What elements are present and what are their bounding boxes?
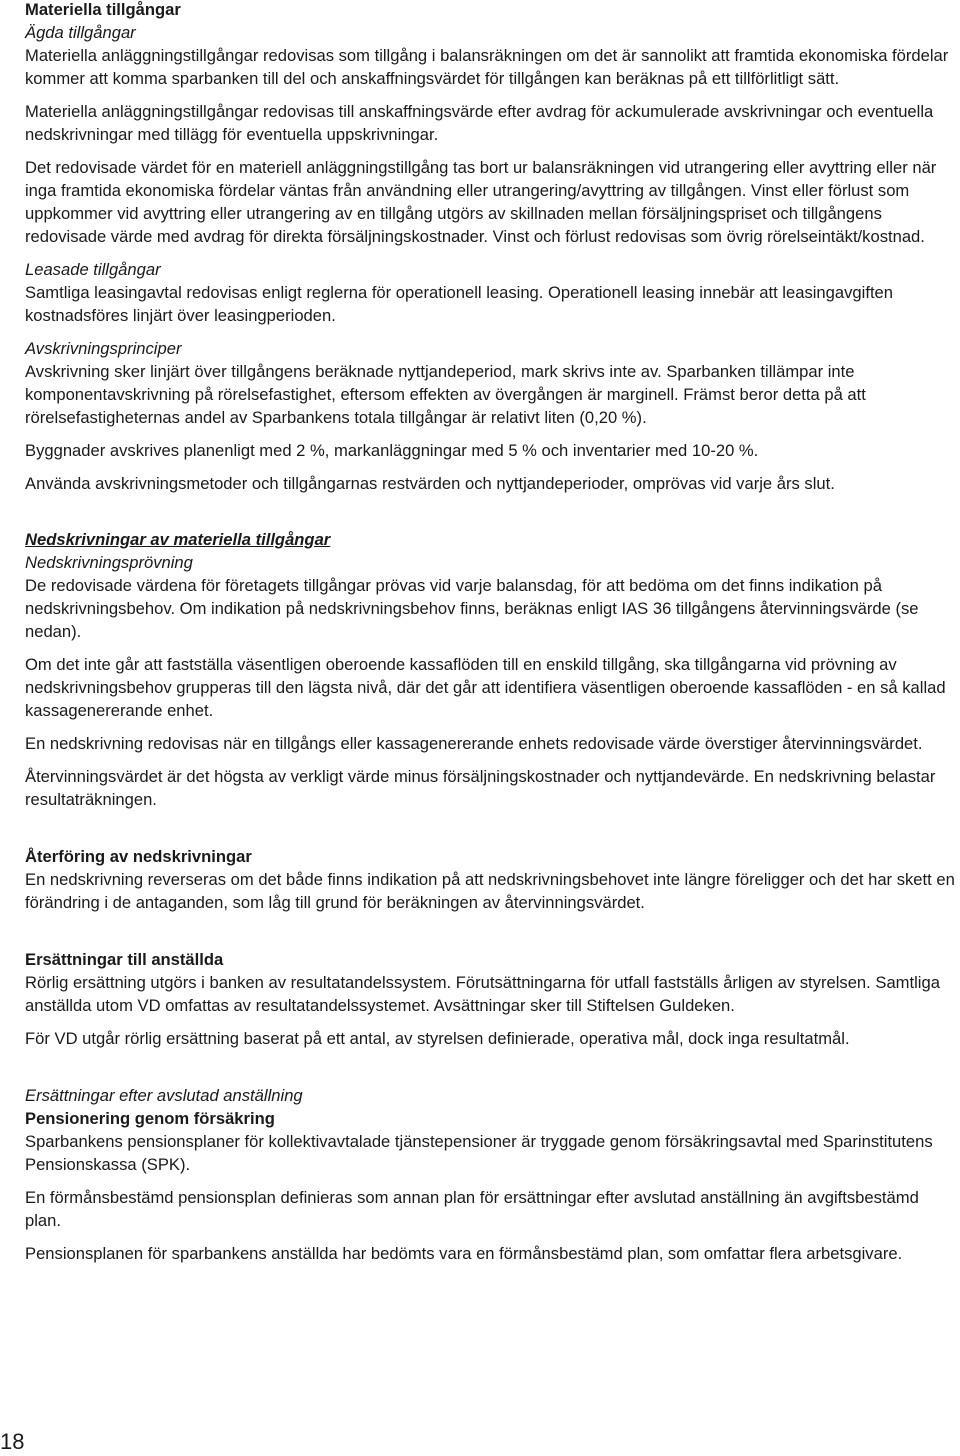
paragraph: En förmånsbestämd pensionsplan definieras som annan plan för ersättningar efter avslutad anställning än avgiftsbestämd plan. xyxy=(25,1188,919,1230)
paragraph: Återvinningsvärdet är det högsta av verkligt värde minus försäljningskostnader och nyttjandevärde. En nedskrivning belastar resultaträkningen. xyxy=(25,767,936,809)
paragraph: Pensionsplanen för sparbankens anställda har bedömts vara en förmånsbestämd plan, som omfattar flera arbetsgivare. xyxy=(25,1244,903,1263)
paragraph: Materiella anläggningstillgångar redovisas till anskaffningsvärde efter avdrag för ackumulerade avskrivningar och eventuella nedskrivningar med tillägg för eventuella uppskrivningar. xyxy=(25,102,934,144)
section-ersattningar-efter-anstallning xyxy=(25,1084,955,1265)
section-ersattningar-anstallda xyxy=(25,948,955,1050)
paragraph: En nedskrivning reverseras om det både finns indikation på att nedskrivningsbehovet inte längre föreligger och det har skett en förändring i de antaganden, som låg till grund för beräkningen av återvinningsvärdet. xyxy=(25,870,955,912)
subsection-heading: Leasade tillgångar xyxy=(25,260,161,279)
document-body xyxy=(25,0,955,1275)
section-title: Ersättningar till anställda xyxy=(25,950,224,969)
page-number: 18 xyxy=(0,1429,25,1454)
paragraph: Avskrivning sker linjärt över tillgångens beräknade nyttjandeperiod, mark skrivs inte av. Sparbanken tillämpar inte komponentavskrivning på rörelsefastighet, eftersom effekten av övergången är marginell. Främst beror detta på att rörelsefastigheternas andel av Sparbankens totala tillgångar är relativt liten (0,20 %). xyxy=(25,362,866,427)
paragraph: En nedskrivning redovisas när en tillgångs eller kassagenererande enhets redovisade värde överstiger återvinningsvärdet. xyxy=(25,734,923,753)
subsection-heading: Avskrivningsprinciper xyxy=(25,339,182,358)
paragraph: Om det inte går att fastställa väsentligen oberoende kassaflöden till en enskild tillgång, ska tillgångarna vid prövning av nedskrivningsbehov grupperas till den lägsta nivå, där det går att identifiera väsentligen oberoende kassaflöden - en så kallad kassagenererande enhet. xyxy=(25,655,946,720)
section-aterforing xyxy=(25,845,955,914)
section-title: Återföring av nedskrivningar xyxy=(25,847,252,866)
section-nedskrivningar xyxy=(25,528,955,811)
paragraph: Använda avskrivningsmetoder och tillgångarnas restvärden och nyttjandeperioder, omprövas vid varje års slut. xyxy=(25,474,835,493)
paragraph: Rörlig ersättning utgörs i banken av resultatandelssystem. Förutsättningarna för utfall fastställs årligen av styrelsen. Samtliga anställda utom VD omfattas av resultatandelssystemet. Avsättningar sker till Stiftelsen Guldeken. xyxy=(25,973,940,1015)
paragraph: Samtliga leasingavtal redovisas enligt reglerna för operationell leasing. Operationell leasing innebär att leasingavgiften kostnadsföres linjärt över leasingperioden. xyxy=(25,283,894,325)
subsection-heading: Nedskrivningsprövning xyxy=(25,553,193,572)
paragraph: För VD utgår rörlig ersättning baserat på ett antal, av styrelsen definierade, operativa mål, dock inga resultatmål. xyxy=(25,1029,850,1048)
paragraph: Sparbankens pensionsplaner för kollektivavtalade tjänstepensioner är tryggade genom försäkringsavtal med Sparinstitutens Pensionskassa (SPK). xyxy=(25,1132,933,1174)
paragraph: Materiella anläggningstillgångar redovisas som tillgång i balansräkningen om det är sannolikt att framtida ekonomiska fördelar kommer att komma sparbanken till del och anskaffningsvärdet för tillgången kan beräknas på ett tillförlitligt sätt. xyxy=(25,46,949,88)
paragraph: De redovisade värdena för företagets tillgångar prövas vid varje balansdag, för att bedöma om det finns indikation på nedskrivningsbehov. Om indikation på nedskrivningsbehov finns, beräknas enligt IAS 36 tillgångens återvinningsvärde (se nedan). xyxy=(25,576,919,641)
section-title: Nedskrivningar av materiella tillgångar xyxy=(25,530,331,549)
section-materiella-tillgangar xyxy=(25,0,955,495)
paragraph: Byggnader avskrives planenligt med 2 %, markanläggningar med 5 % och inventarier med 10-20 %. xyxy=(25,441,759,460)
subsection-heading: Ägda tillgångar xyxy=(25,23,136,42)
section-title: Materiella tillgångar xyxy=(25,0,181,19)
section-title: Ersättningar efter avslutad anställning xyxy=(25,1086,303,1105)
paragraph: Det redovisade värdet för en materiell anläggningstillgång tas bort ur balansräkningen vid utrangering eller avyttring eller när inga framtida ekonomiska fördelar väntas från användning eller utrangering/avyttring av tillgången. Vinst eller förlust som uppkommer vid avyttring eller utrangering av en tillgång utgörs av skillnaden mellan försäljningspriset och tillgångens redovisade värde med avdrag för direkta försäljningskostnader. Vinst och förlust redovisas som övrig rörelseintäkt/kostnad. xyxy=(25,158,937,246)
subsection-heading: Pensionering genom försäkring xyxy=(25,1109,275,1128)
